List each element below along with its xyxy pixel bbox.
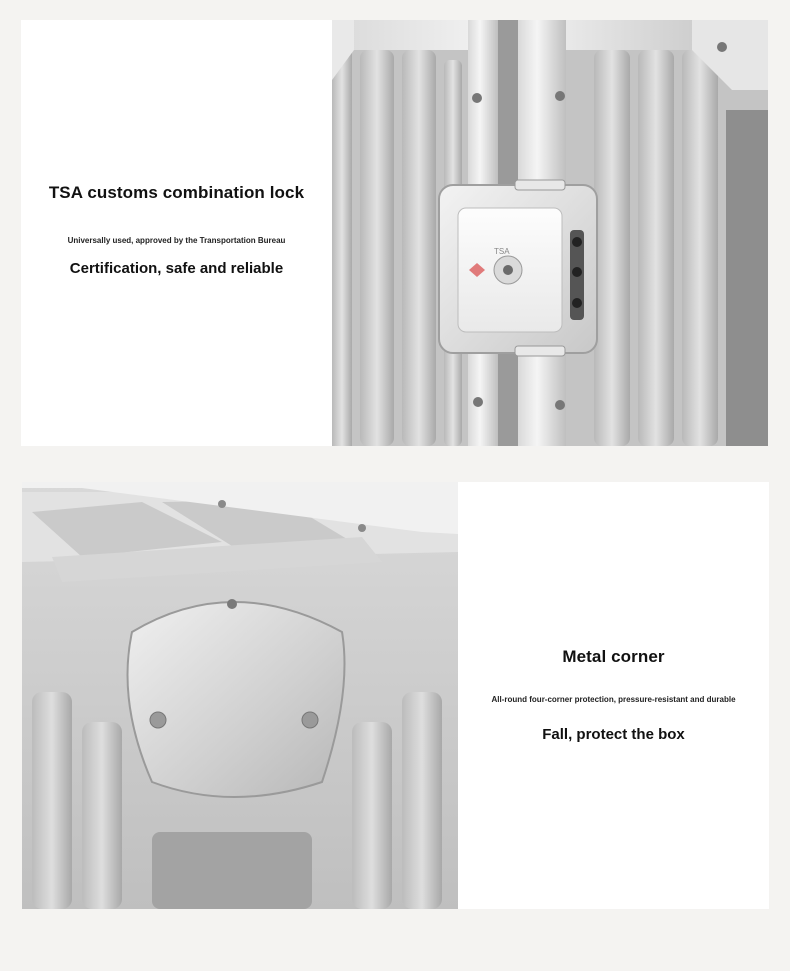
metal-corner-illustration [22, 482, 458, 909]
lock-feature-text-panel [21, 20, 332, 446]
lock-feature-tagline: Certification, safe and reliable [69, 260, 284, 277]
lock-feature-title: TSA customs combination lock [48, 183, 305, 202]
corner-feature-text-panel [458, 482, 769, 909]
tsa-label: TSA [494, 247, 510, 256]
metal-corner-photo [22, 482, 458, 909]
corner-feature-subtitle: All-round four-corner protection, pressure-resistant and durable [491, 695, 736, 704]
corner-feature-title: Metal corner [562, 647, 665, 666]
lock-feature-subtitle: Universally used, approved by the Transportation Bureau [67, 236, 286, 245]
corner-feature-tagline: Fall, protect the box [542, 726, 685, 743]
tsa-lock-photo [332, 20, 768, 446]
tsa-lock-illustration [332, 20, 768, 446]
